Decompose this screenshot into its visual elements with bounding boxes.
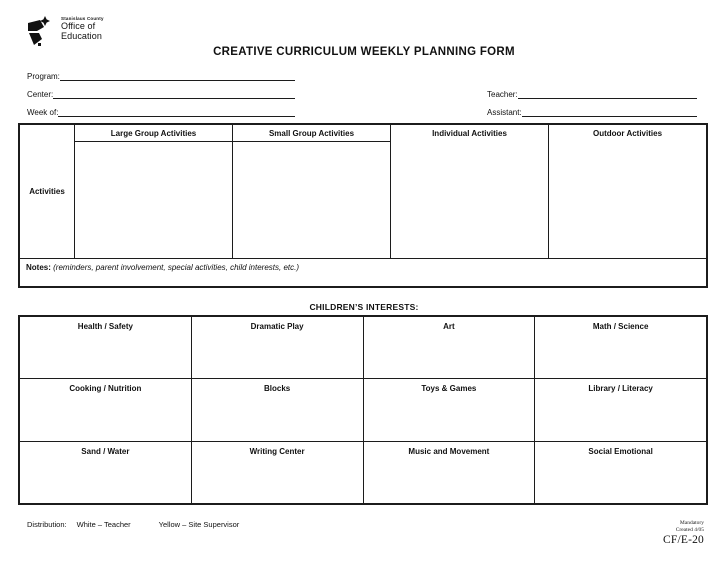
small-group-column xyxy=(232,125,390,258)
interests-row-1 xyxy=(20,317,706,378)
mandatory-note: Mandatory xyxy=(679,520,704,526)
interest-cell-math-science[interactable]: Math / Science xyxy=(534,317,706,378)
interest-cell-toys-games[interactable]: Toys & Games xyxy=(363,379,535,440)
program-field-row xyxy=(27,69,295,81)
program-input-line[interactable] xyxy=(60,71,295,81)
distribution-line xyxy=(27,520,239,529)
outdoor-header: Outdoor Activities xyxy=(592,129,663,138)
scoe-logo xyxy=(28,13,104,47)
center-field-row xyxy=(27,87,295,99)
childrens-interests-heading: CHILDREN’S INTERESTS: xyxy=(309,302,419,312)
distribution-white: White – Teacher xyxy=(76,520,131,529)
distribution-yellow: Yellow – Site Supervisor xyxy=(158,520,240,529)
interest-cell-music-movement[interactable]: Music and Movement xyxy=(363,442,535,503)
interest-cell-health-safety[interactable]: Health / Safety xyxy=(77,322,133,331)
distribution-label: Distribution: xyxy=(27,520,67,529)
interest-cell-sand-water[interactable]: Sand / Water xyxy=(81,446,130,456)
small-group-cell[interactable] xyxy=(233,142,390,258)
program-label: Program: xyxy=(27,72,60,81)
notes-label: Notes: xyxy=(26,263,51,272)
outdoor-column xyxy=(548,125,706,258)
center-label: Center: xyxy=(27,90,54,99)
interest-cell-writing-center[interactable]: Writing Center xyxy=(191,442,363,503)
childrens-interests-table xyxy=(18,315,708,505)
week-of-label: Week of: xyxy=(27,108,59,117)
activities-row-label: Activities xyxy=(20,125,75,258)
scoe-logo-icon xyxy=(28,13,58,47)
interest-cell-dramatic-play[interactable]: Dramatic Play xyxy=(191,317,363,378)
activities-table-top xyxy=(20,125,706,258)
assistant-label: Assistant: xyxy=(487,108,522,117)
created-note: Created 4/05 xyxy=(675,526,704,533)
interest-cell-blocks[interactable]: Blocks xyxy=(191,379,363,440)
interest-cell-library-literacy[interactable]: Library / Literacy xyxy=(534,379,706,440)
large-group-column xyxy=(75,125,232,258)
logo-org-line1: Office of xyxy=(61,21,96,31)
activities-table xyxy=(18,123,708,288)
large-group-header: Large Group Activities xyxy=(75,125,232,142)
scoe-logo-text xyxy=(61,13,104,41)
week-of-field-row xyxy=(27,105,295,117)
individual-column xyxy=(390,125,548,258)
large-group-cell[interactable] xyxy=(75,142,232,258)
assistant-field-row xyxy=(487,105,697,117)
individual-cell[interactable] xyxy=(391,142,548,258)
notes-hint: (reminders, parent involvement, special activities, child interests, etc.) xyxy=(53,263,299,272)
teacher-field-row xyxy=(487,87,697,99)
notes-row[interactable] xyxy=(20,258,706,286)
outdoor-cell[interactable] xyxy=(549,142,706,258)
small-group-header: Small Group Activities xyxy=(233,125,390,142)
center-input-line[interactable] xyxy=(53,89,295,99)
teacher-input-line[interactable] xyxy=(518,89,697,99)
interests-row-2 xyxy=(20,378,706,440)
form-number: CF/E-20 xyxy=(662,534,704,546)
form-id-block xyxy=(663,520,704,546)
interest-cell-social-emotional[interactable]: Social Emotional xyxy=(534,442,706,503)
page-title: CREATIVE CURRICULUM WEEKLY PLANNING FORM xyxy=(213,46,515,58)
teacher-label: Teacher: xyxy=(487,90,518,99)
logo-org-small: Stanislaus County xyxy=(61,16,104,21)
interests-row-3 xyxy=(20,441,706,503)
interest-cell-cooking-nutrition[interactable]: Cooking / Nutrition xyxy=(69,384,142,394)
week-of-input-line[interactable] xyxy=(58,107,295,117)
assistant-input-line[interactable] xyxy=(522,107,697,117)
individual-header: Individual Activities xyxy=(432,129,507,138)
interest-cell-art[interactable]: Art xyxy=(363,317,535,378)
logo-org-line2: Education xyxy=(61,31,102,41)
